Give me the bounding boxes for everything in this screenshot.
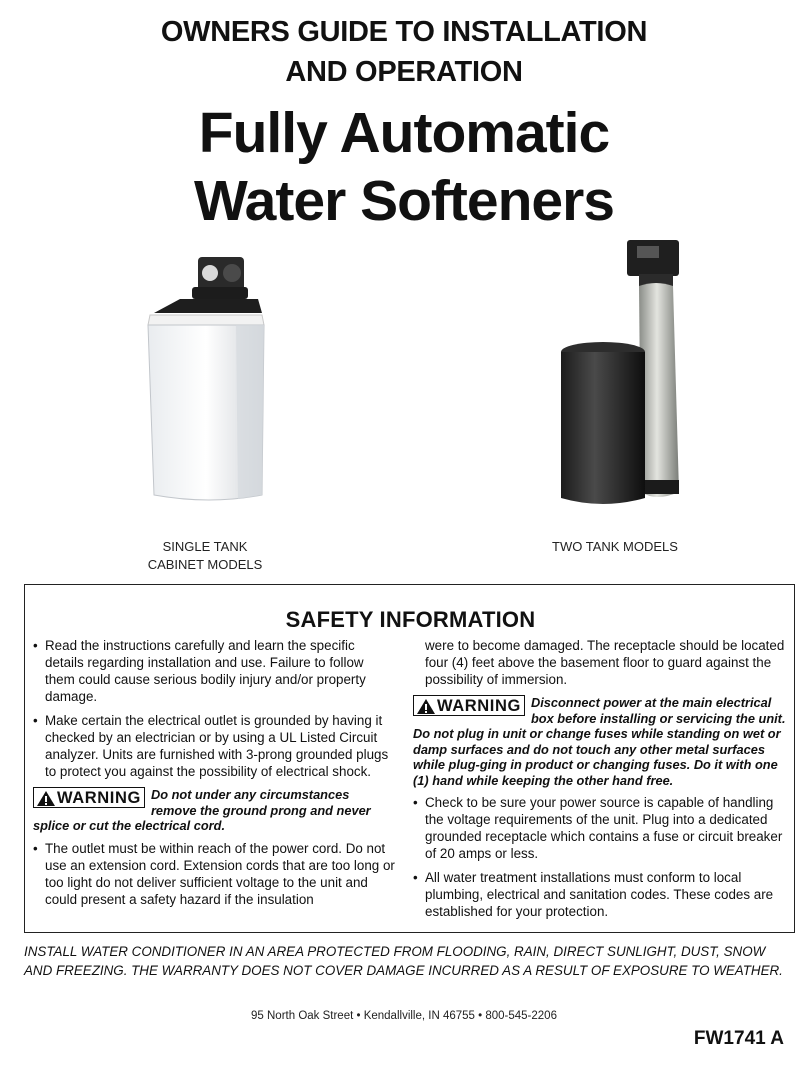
company-address: 95 North Oak Street • Kendallville, IN 46755 • 800-545-2206 — [251, 1010, 557, 1022]
warning-triangle-icon — [36, 790, 56, 807]
guide-title-line1: OWNERS GUIDE TO INSTALLATION — [160, 16, 648, 48]
safety-bullet — [33, 840, 395, 908]
product-title-line1: Fully Automatic — [198, 101, 610, 165]
safety-bullet — [413, 869, 789, 920]
two-tank-caption-line: TWO TANK MODELS — [552, 539, 678, 554]
single-tank-caption-line2: CABINET MODELS — [147, 557, 263, 572]
safety-bullet — [33, 712, 395, 780]
document-number: FW1741 A — [693, 1028, 784, 1049]
safety-bullet-text: Make certain the electrical outlet is grounded by having it checked by an electrician or by using a UL Listed Circuit analyzer. Units are furnished with 3-prong grounded plugs to protect you against the possibility of electrical shock. — [45, 713, 389, 779]
safety-bullet-text: All water treatment installations must conform to local plumbing, electrical and sanitation codes. These codes are established for your protection. — [425, 870, 774, 919]
product-title-line2: Water Softeners — [194, 169, 614, 233]
warning-notice — [413, 695, 789, 788]
warning-text: Do not under any circumstances remove the ground prong and never splice or cut the electrical cord. — [33, 787, 371, 833]
warning-badge — [33, 787, 145, 808]
bullet-dot-icon: • — [33, 638, 38, 653]
safety-bullet-text: Check to be sure your power source is capable of handling the voltage requirements of the unit. Plug into a dedicated grounded receptacle which contains a fuse or circuit breaker of 20 amps or less. — [425, 795, 783, 861]
bullet-dot-icon: • — [33, 713, 38, 728]
warning-label: WARNING — [437, 697, 521, 715]
safety-information-box — [24, 584, 795, 933]
installation-notice: INSTALL WATER CONDITIONER IN AN AREA PROTECTED FROM FLOODING, RAIN, DIRECT SUNLIGHT, DUST, SNOW AND FREEZING. THE WARRANTY DOES NOT COVER DAMAGE INCURRED AS A RESULT OF EXPOSURE TO WEATHER. — [24, 944, 783, 978]
safety-bullet — [33, 637, 395, 705]
safety-left-column — [33, 637, 395, 915]
safety-bullet-text: The outlet must be within reach of the power cord. Do not use an extension cord. Extension cords that are too long or too light do not deliver sufficient voltage to the unit and could present a safety hazard if the insulation — [45, 840, 395, 907]
safety-bullet-text: Read the instructions carefully and learn the specific details regarding installation and use. Failure to follow them could cause serious bodily injury and/or property damage. — [45, 638, 366, 704]
warning-text: Disconnect power at the main electrical box before installing or servicing the unit. Do not plug in unit or change fuses while standing on wet or damp surfaces and do not touch any other metal surfaces while plug-ging in product or changing fuses. Do it with one (1) hand while keeping the other hand free. — [413, 695, 786, 788]
guide-title-line2: AND OPERATION — [285, 56, 523, 88]
safety-bullet — [413, 794, 789, 862]
single-tank-cabinet-image — [140, 255, 270, 515]
single-tank-caption-line1: SINGLE TANK — [162, 539, 248, 554]
warning-label: WARNING — [57, 789, 141, 807]
warning-badge — [413, 695, 525, 716]
safety-right-column — [413, 637, 789, 927]
two-tank-caption — [530, 538, 700, 556]
single-tank-caption — [130, 538, 280, 574]
warning-notice — [33, 787, 395, 834]
safety-continued-text: were to become damaged. The receptacle should be located four (4) feet above the basement floor to guard against the possibility of immersion. — [425, 638, 785, 687]
two-tank-model-image — [555, 240, 705, 510]
bullet-dot-icon: • — [33, 840, 38, 856]
safety-title: SAFETY INFORMATION — [285, 607, 536, 632]
bullet-dot-icon: • — [413, 870, 418, 885]
bullet-dot-icon: • — [413, 795, 418, 810]
warning-triangle-icon — [416, 698, 436, 715]
